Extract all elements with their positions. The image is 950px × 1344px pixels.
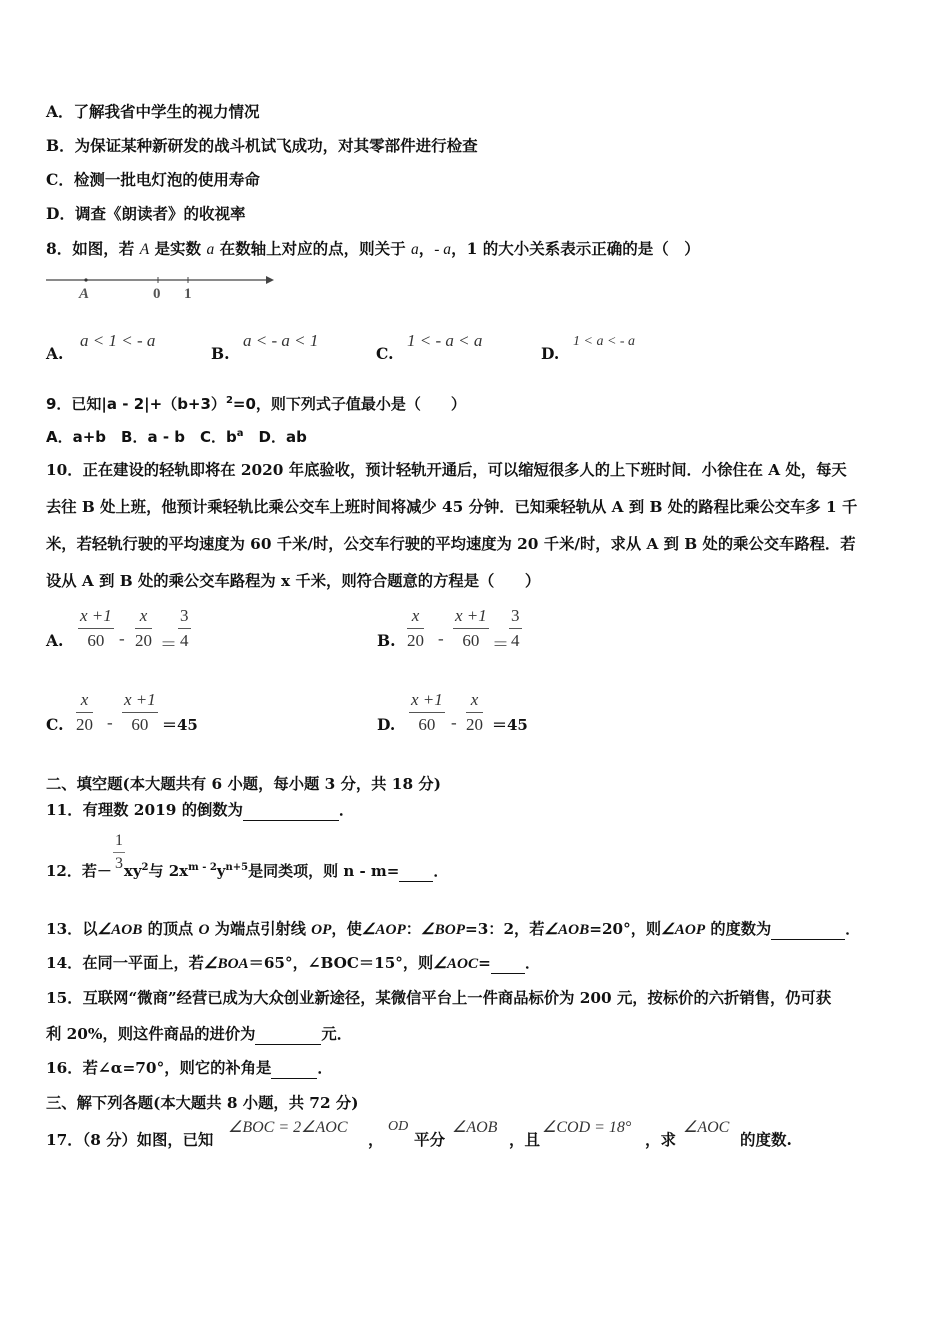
point-a (84, 278, 87, 281)
q7-option-d: D．调查《朗读者》的收视率 (46, 204, 246, 223)
q10-c-minus: - (107, 713, 113, 732)
q7-option-a: A．了解我省中学生的视力情况 (46, 102, 260, 121)
q17-expr-aoc: ∠AOC (683, 1119, 730, 1136)
q8-option-a-expr: a < 1 < - a (80, 331, 156, 350)
q17-expr-cod: ∠COD = 18° (542, 1119, 632, 1136)
q10-b-frac-2: $\frac{x +1}{60}$ (455, 606, 487, 650)
q17-prefix: 17．（8 分）如图，已知 (46, 1131, 214, 1149)
q8-option-b-label: B. (211, 344, 230, 363)
section-3-heading: 三、解下列各题(本大题共 8 小题，共 72 分) (46, 1094, 359, 1112)
q10-line-2: 去往 B 处上班，他预计乘轻轨比乘公交车上班时间将减少 45 分钟．已知乘轻轨从 A 到 B 处的路程比乘公交车多 1 千 (46, 498, 858, 516)
q10-a-frac-1: $\frac{x +1}{60}$ (80, 606, 112, 650)
q10-b-equals: ＝ (492, 635, 509, 654)
q12-fraction: $\frac{1}{3}$ (115, 832, 123, 872)
q12: 12．若－ $xy^2$与 $2x^{m - 2}y^{n+5}$是同类项，则 n - m= ． (46, 862, 449, 880)
q10-line-3: 米，若轻轨行驶的平均速度为 60 千米/时，公交车行驶的平均速度为 20 千米/时，求从 A 到 B 处的乘公交车路程．若 (46, 535, 856, 553)
q17-expr-od: OD (388, 1119, 409, 1134)
q11: 11．有理数 2019 的倒数为 ． (46, 801, 355, 819)
q10-line-1: 10．正在建设的轻轨即将在 2020 年底验收，预计轻轨开通后，可以缩短很多人的上下班时间．小徐住在 A 处，每天 (46, 461, 847, 479)
q14: 14．在同一平面上，若∠BOA＝65°，∠BOC＝15°，则∠AOC= ． (46, 954, 540, 972)
q10-a-minus: - (119, 629, 125, 648)
q13-answer-blank[interactable] (771, 919, 845, 940)
q15-line-2: 利 20%，则这件商品的进价为 元． (46, 1025, 353, 1043)
q10-a-frac-3: $\frac{3}{4}$ (180, 606, 189, 650)
q10-line-4: 设从 A 到 B 处的乘公交车路程为 x 千米，则符合题意的方程是（ ） (46, 572, 541, 590)
q10-option-c-label: C. (46, 715, 64, 734)
q8-option-c-label: C. (376, 344, 394, 363)
q10-b-minus: - (438, 629, 444, 648)
number-line-arrow (266, 276, 274, 284)
q10-c-equals-45: ＝45 (162, 716, 198, 734)
q17-bisect-text: 平分 (414, 1130, 446, 1149)
q17-find-text: ，求 (645, 1130, 677, 1149)
q10-a-frac-2: $\frac{x}{20}$ (135, 606, 152, 650)
q10-option-d-label: D. (377, 715, 396, 734)
axis-label-a: A (79, 286, 90, 302)
q10-b-frac-1: $\frac{x}{20}$ (407, 606, 424, 650)
q8-option-a-label: A. (46, 344, 64, 363)
q13: 13．以∠AOB 的顶点 O 为端点引射线 OP，使∠AOP：∠BOP=3：2，若∠AOB=20°，则∠AOP 的度数为 ． (46, 920, 861, 938)
number-line-figure (44, 270, 284, 306)
q10-option-a-label: A. (46, 631, 64, 650)
q10-d-minus: - (451, 713, 457, 732)
q10-d-frac-2: $\frac{x}{20}$ (466, 690, 483, 734)
q10-a-equals: ＝ (160, 635, 177, 654)
q8-option-d-label: D. (541, 344, 560, 363)
q8-option-c-expr: 1 < - a < a (407, 331, 483, 350)
q10-b-frac-3: $\frac{3}{4}$ (511, 606, 520, 650)
q14-answer-blank[interactable] (491, 953, 525, 974)
q17-and-text: ，且 (509, 1130, 541, 1149)
q8-option-d-expr: 1 < a < - a (573, 334, 636, 349)
q10-option-b-label: B. (377, 631, 396, 650)
q10-d-equals-45: ＝45 (492, 716, 528, 734)
axis-label-one: 1 (184, 286, 192, 302)
q8-stem: 8．如图，若 A 是实数 a 在数轴上对应的点，则关于 a，- a，1 的大小关系表示正确的是（ ） (46, 239, 700, 258)
q17-expr-aob: ∠AOB (452, 1119, 498, 1136)
q10-d-frac-1: $\frac{x +1}{60}$ (411, 690, 443, 734)
q7-option-c: C．检测一批电灯泡的使用寿命 (46, 170, 260, 189)
q9-options: A．a+b B．a - b C．$b^a$ D．ab (46, 428, 307, 446)
q16-answer-blank[interactable] (271, 1058, 317, 1079)
q17-end: 的度数. (740, 1130, 792, 1149)
q17-expr-boc: ∠BOC = 2∠AOC (228, 1119, 348, 1136)
q10-c-frac-2: $\frac{x +1}{60}$ (124, 690, 156, 734)
section-2-heading: 二、填空题(本大题共有 6 小题，每小题 3 分，共 18 分) (46, 775, 441, 793)
q17-comma-1: ， (368, 1130, 384, 1149)
q15-answer-blank[interactable] (255, 1024, 321, 1045)
q15-line-1: 15．互联网“微商”经营已成为大众创业新途径，某微信平台上一件商品标价为 200 元，按标价的六折销售，仍可获 (46, 989, 832, 1007)
q7-option-b: B．为保证某种新研发的战斗机试飞成功，对其零部件进行检查 (46, 136, 478, 155)
q16: 16．若∠α=70°，则它的补角是 ． (46, 1059, 333, 1077)
q8-option-b-expr: a < - a < 1 (243, 331, 319, 350)
q12-answer-blank[interactable] (399, 861, 433, 882)
axis-label-zero: 0 (153, 286, 161, 302)
q10-c-frac-1: $\frac{x}{20}$ (76, 690, 93, 734)
q9-stem: 9．已知$|a - 2|+(b+3)^2=0$，则下列式子值最小是（ ） (46, 395, 466, 413)
q11-answer-blank[interactable] (243, 800, 339, 821)
